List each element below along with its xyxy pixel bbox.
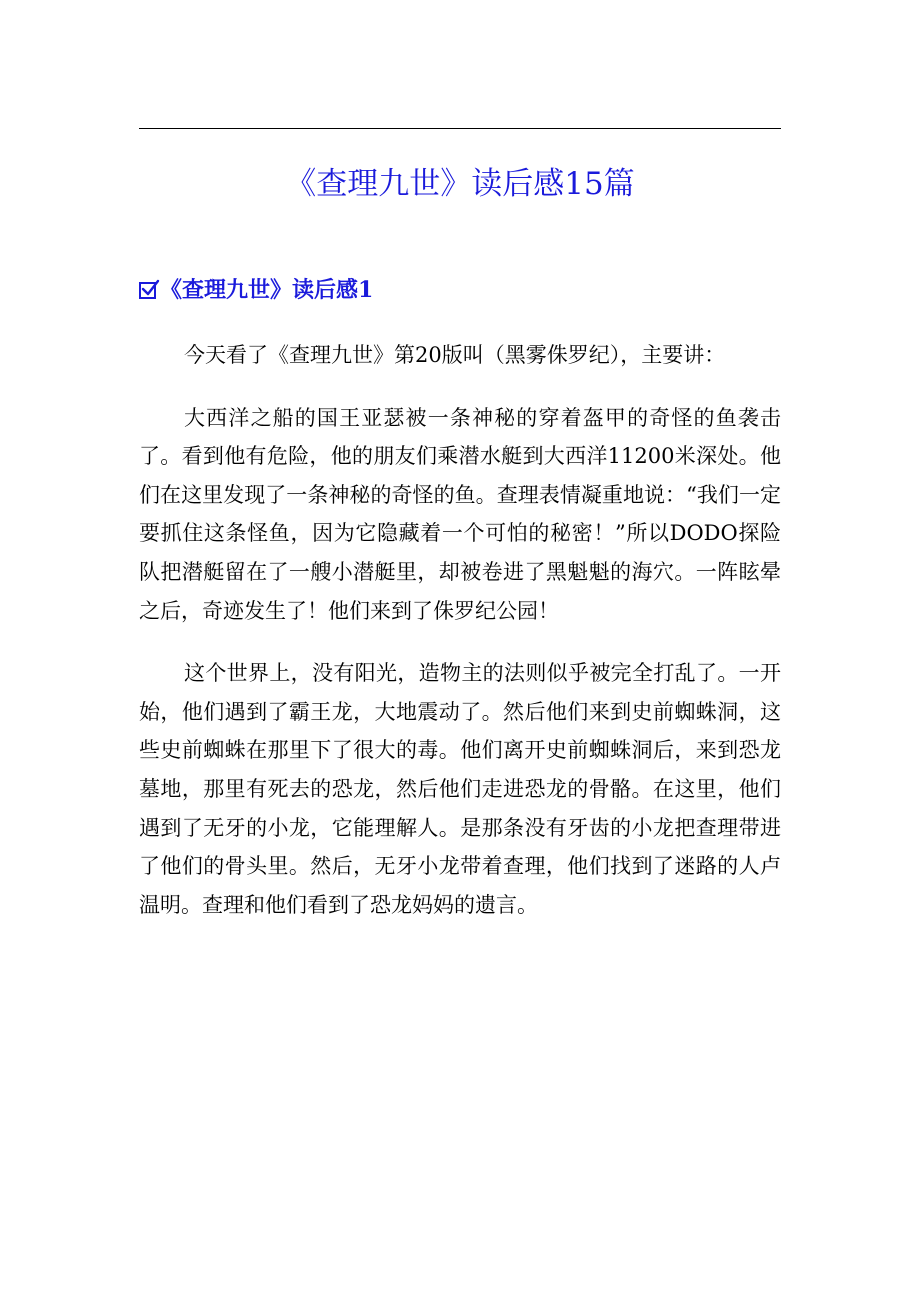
checked-box-icon (139, 282, 156, 299)
header-rule (139, 128, 781, 129)
section-heading-text: 《查理九世》读后感1 (160, 277, 374, 303)
section-heading (139, 270, 781, 310)
article-body (139, 336, 781, 948)
paragraph-2: 大西洋之船的国王亚瑟被一条神秘的穿着盔甲的奇怪的鱼袭击了。看到他有危险，他的朋友们乘潜水艇到大西洋11200米深处。他们在这里发现了一条神秘的奇怪的鱼。查理表情凝重地说：“我们一定要抓住这条怪鱼，因为它隐藏着一个可怕的秘密！”所以DODO探险队把潜艇留在了一艘小潜艇里，却被卷进了黑魁魁的海穴。一阵眩晕之后，奇迹发生了！他们来到了侏罗纪公园！ (139, 405, 781, 623)
paragraph-1: 今天看了《查理九世》第20版叫（黑雾侏罗纪），主要讲： (184, 343, 726, 367)
document-title: 《查理九世》读后感15篇 (285, 166, 635, 202)
paragraph-3: 这个世界上，没有阳光，造物主的法则似乎被完全打乱了。一开始，他们遇到了霸王龙，大地震动了。然后他们来到史前蜘蛛洞，这些史前蜘蛛在那里下了很大的毒。他们离开史前蜘蛛洞后，来到恐龙墓地，那里有死去的恐龙，然后他们走进恐龙的骨骼。在这里，他们遇到了无牙的小龙，它能理解人。是那条没有牙齿的小龙把查理带进了他们的骨头里。然后，无牙小龙带着查理，他们找到了迷路的人卢温明。查理和他们看到了恐龙妈妈的遗言。 (139, 661, 781, 917)
